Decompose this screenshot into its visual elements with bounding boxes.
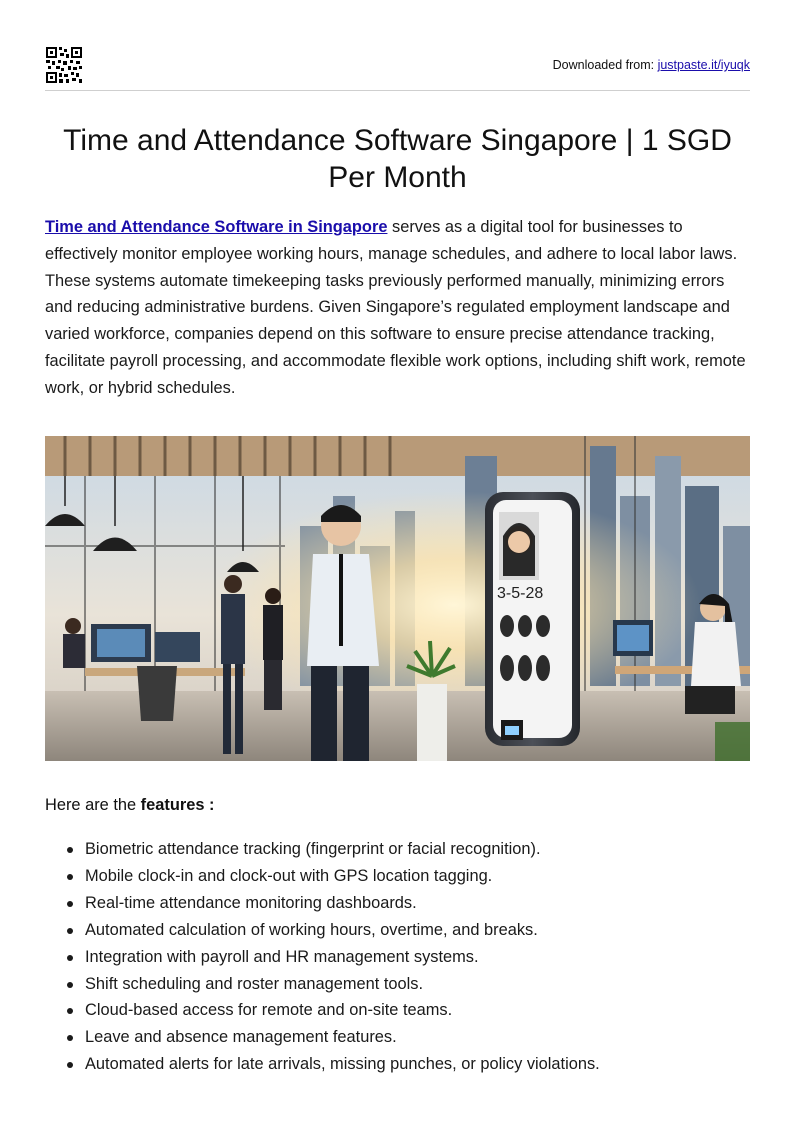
bullet-icon [67,874,73,880]
page-header [45,46,750,91]
list-item [45,944,750,971]
list-item [45,1024,750,1051]
feature-text: Cloud-based access for remote and on-site teams. [85,1001,453,1020]
intro-body: serves as a digital tool for businesses to effectively monitor employee working hours, manage schedules, and adhere to local labor laws. These systems automate timekeeping tasks previously performed manually, minimizing errors and reducing administrative burdens. Given Singapore’s regulated employment landscape and varied workforce, companies depend on this software to ensure precise attendance tracking, facilitate payroll processing, and accommodate flexible work options, including shift work, remote work, or hybrid schedules. [45,218,746,397]
features-intro [45,794,214,816]
qr-code-icon [46,47,82,83]
feature-text: Leave and absence management features. [85,1028,397,1047]
features-intro-bold: features : [140,796,215,814]
bullet-icon [67,928,73,934]
feature-list [45,836,750,1078]
kiosk-clock-display: 3-5-28 [497,585,544,602]
bullet-icon [67,1008,73,1014]
feature-text: Integration with payroll and HR management systems. [85,947,479,966]
bullet-icon [67,901,73,907]
list-item [45,836,750,863]
hero-image [45,436,750,761]
download-prefix: Downloaded from: [552,58,658,72]
feature-text: Automated alerts for late arrivals, missing punches, or policy violations. [85,1055,600,1074]
list-item [45,863,750,890]
bullet-icon [67,1062,73,1068]
list-item [45,1051,750,1078]
page-title: Time and Attendance Software Singapore | 1 SGD Per Month [63,124,732,194]
list-item [45,971,750,998]
feature-text: Real-time attendance monitoring dashboards. [85,893,417,912]
feature-text: Automated calculation of working hours, overtime, and breaks. [85,920,538,939]
intro-link[interactable]: Time and Attendance Software in Singapore [45,218,388,236]
bullet-icon [67,982,73,988]
feature-text: Biometric attendance tracking (fingerprint or facial recognition). [85,840,541,858]
intro-paragraph [45,214,750,402]
bullet-icon [67,847,73,853]
bullet-icon [67,955,73,961]
features-intro-prefix: Here are the [45,796,141,814]
list-item [45,997,750,1024]
feature-text: Shift scheduling and roster management tools. [85,974,424,993]
feature-text: Mobile clock-in and clock-out with GPS location tagging. [85,866,493,885]
list-item [45,890,750,917]
download-source [553,58,750,72]
bullet-icon [67,1035,73,1041]
download-link[interactable]: justpaste.it/iyuqk [657,58,750,72]
list-item [45,917,750,944]
